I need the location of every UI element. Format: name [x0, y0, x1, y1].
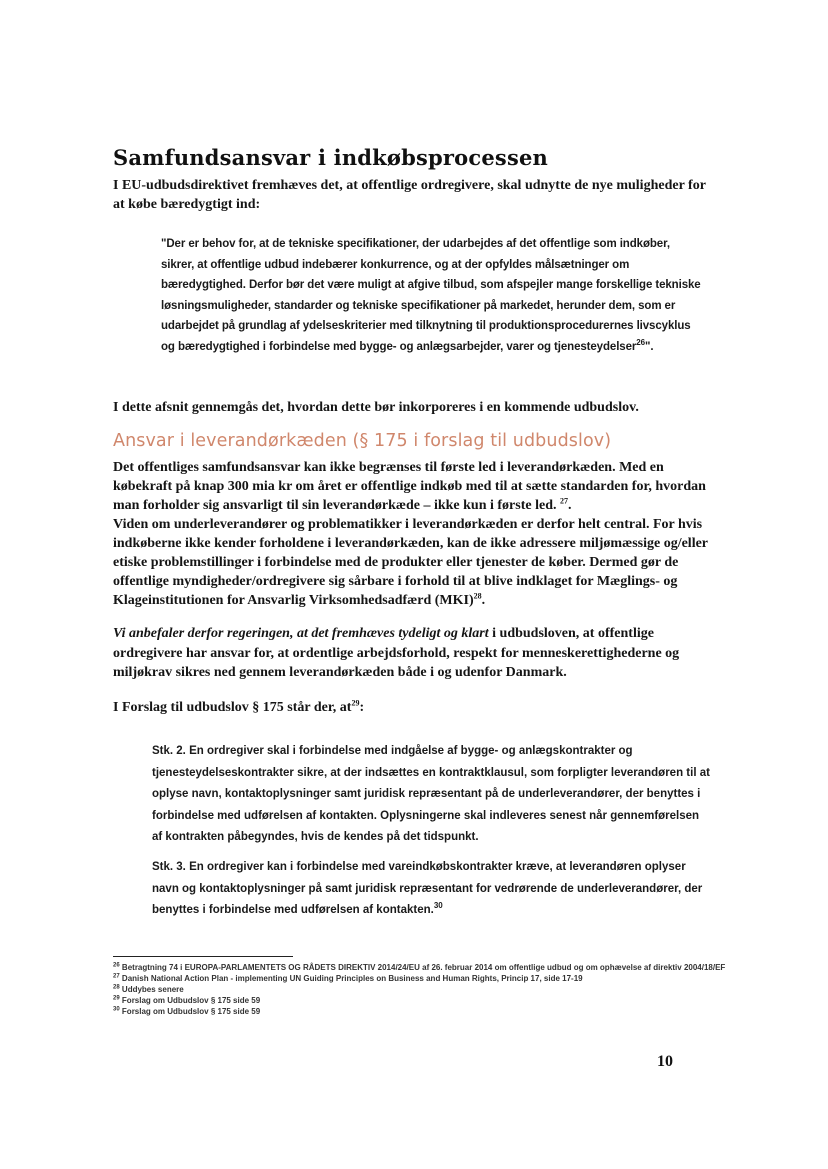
footnote-number: 27 [113, 973, 120, 980]
footnote-26 [113, 962, 733, 973]
paragraph-text: Det offentliges samfundsansvar kan ikke begrænses til første led i leverandørkæden. Med en købekraft på knap 300 mia kr om året er offentlige indkøb med til at sætte standarden for, hvordan man forholder sig ansvarligt til sin leverandørkæde – ikke kun i første led. [113, 460, 706, 513]
recommendation-paragraph [113, 624, 713, 683]
footnote-ref-27: 27 [559, 496, 568, 506]
paragraph-end: . [567, 498, 572, 513]
law-intro [113, 698, 713, 717]
directive-quote [161, 234, 701, 357]
subheading: Ansvar i leverandørkæden (§ 175 i forslag til udbudslov) [113, 431, 612, 451]
footnote-text: Betragtning 74 i EUROPA-PARLAMENTETS OG RÅDETS DIREKTIV 2014/24/EU af 26. februar 2014 om offentlige udbud og om ophævelse af direktiv 2004/18/EF [121, 963, 726, 972]
footnote-divider [113, 956, 293, 957]
paragraph-text: Viden om underleverandører og problematikker i leverandørkæden er derfor helt central. For hvis indkøberne ikke kender forholdene i leverandørkæden, kan de ikke adressere miljømæssige og/eller etiske problemstillinger i forbindelse med de produkter eller tjenester de køber. Dermed gør de offentlige myndigheder/ordregivere sig sårbare i forhold til at blive indklaget for Mæglings- og Klageinstitutionen for Ansvarlig Virksomhedsadfærd (MKI) [113, 517, 708, 608]
footnote-text: Forslag om Udbudslov § 175 side 59 [121, 996, 261, 1005]
footnotes [113, 962, 733, 1017]
law-intro-end: : [359, 700, 365, 715]
section-intro: I dette afsnit gennemgås det, hvordan dette bør inkorporeres i en kommende udbudslov. [113, 400, 639, 415]
footnote-29 [113, 995, 733, 1006]
recommendation-text: i udbudsloven, at offentlige ordregivere har ansvar for, at ordentlige arbejdsforhold, respekt for menneskerettighederne og miljøkrav sikres ned gennem leverandørkæden både i og udenfor Danmark. [113, 626, 680, 680]
stk-2-paragraph: Stk. 2. En ordregiver skal i forbindelse med indgåelse af bygge- og anlægskontrakter og tjenesteydelseskontrakter sikre, at der indsættes en kontraktklausul, som forpligter leverandøren til at oplyse navn, kontaktoplysninger samt juridisk repræsentant på de underleverandører, der benyttes i forbindelse med udførelsen af kontakten. Oplysningerne skal indleveres senest når gennemførelsen af kontrakten påbegyndes, hvis de kendes på det tidspunkt. [152, 745, 710, 843]
footnote-27 [113, 973, 733, 984]
footnote-ref-26: 26 [636, 337, 645, 347]
footnote-number: 26 [113, 962, 120, 969]
footnote-text: Danish National Action Plan - implementing UN Guiding Principles on Business and Human Rights, Princip 17, side 17-19 [121, 974, 583, 983]
footnote-number: 28 [113, 984, 120, 991]
recommendation-emphasis: Vi anbefaler derfor regeringen, at det fremhæves tydeligt og klart [113, 626, 489, 641]
paragraph-subcontractors [113, 515, 723, 610]
intro-paragraph: I EU-udbudsdirektivet fremhæves det, at offentlige ordregivere, skal udnytte de nye muligheder for at købe bæredygtigt ind: [113, 178, 706, 212]
paragraph-end: . [481, 593, 486, 608]
page-number: 10 [657, 1053, 673, 1070]
body-paragraphs [113, 458, 723, 610]
footnote-30 [113, 1006, 733, 1017]
footnote-ref-29: 29 [351, 698, 360, 708]
footnote-text: Uddybes senere [121, 985, 184, 994]
quote-text: "Der er behov for, at de tekniske specifikationer, der udarbejdes af det offentlige som indkøber, sikrer, at offentlige udbud indebærer konkurrence, og at der opfyldes målsætninger om bæredygtighed. Derfor bør det være muligt at afgive tilbud, som afspejler mange forskellige tekniske løsningsmuligheder, standarder og tekniske specifikationer på markedet, herunder dem, som er udarbejdet på grundlag af ydelseskriterier med tilknytning til produktionsprocedurernes livscyklus og bæredygtighed i forbindelse med bygge- og anlægsarbejder, varer og tjenesteydelser [161, 238, 701, 353]
footnote-number: 30 [113, 1006, 120, 1013]
footnote-28 [113, 984, 733, 995]
law-intro-text: I Forslag til udbudslov § 175 står der, at [113, 700, 352, 715]
stk-3-paragraph [152, 857, 712, 922]
stk-3-text: Stk. 3. En ordregiver kan i forbindelse med vareindkøbskontrakter kræve, at leverandøren oplyser navn og kontaktoplysninger på samt juridisk repræsentant for vedrørende de underleverandører, der benyttes i forbindelse med udførelsen af kontakten. [152, 861, 703, 916]
paragraph-supply-chain [113, 458, 723, 515]
page-heading: Samfundsansvar i indkøbsprocessen [113, 145, 549, 170]
footnote-text: Forslag om Udbudslov § 175 side 59 [121, 1007, 261, 1016]
footnote-ref-28: 28 [473, 591, 482, 601]
footnote-ref-30: 30 [433, 901, 443, 911]
quote-end: ". [644, 340, 654, 353]
footnote-number: 29 [113, 995, 120, 1002]
